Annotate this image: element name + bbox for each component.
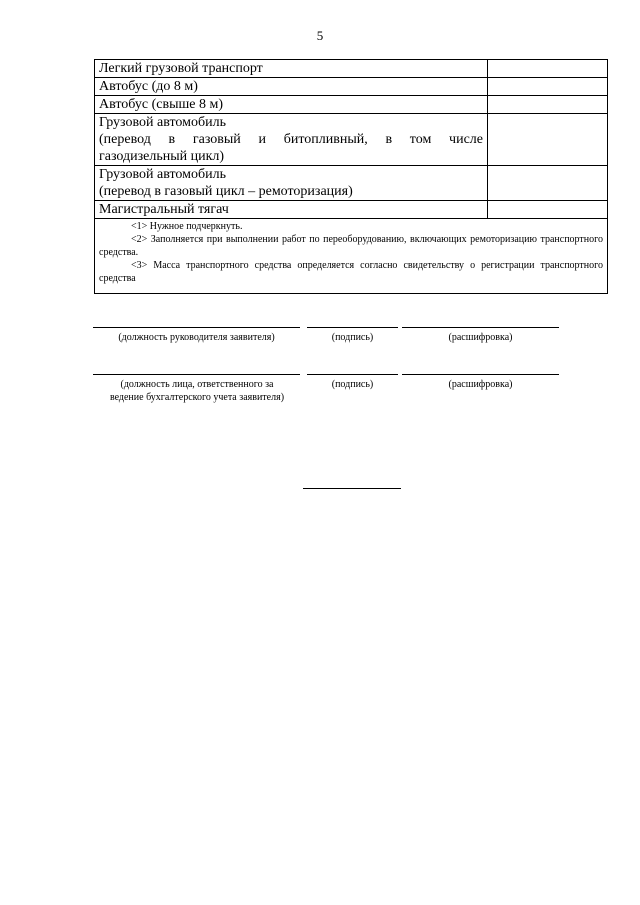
- accountant-signature-caption: (подпись): [331, 379, 374, 390]
- accountant-decoding-line[interactable]: [402, 374, 559, 375]
- footnote: <3> Масса транспортного средства определяется согласно свидетельству о регистрации транспортного средства: [99, 260, 603, 284]
- vehicle-type-table: [94, 59, 608, 219]
- table-cell-label: Магистральный тягач: [95, 201, 488, 219]
- table-cell-value[interactable]: [488, 166, 608, 201]
- table-cell-line: Грузовой автомобиль: [99, 167, 226, 182]
- table-cell-label: [95, 114, 488, 166]
- decoding-signature-line[interactable]: [402, 327, 559, 328]
- table-cell-line: (перевод в газовый цикл – ремоторизация): [99, 184, 353, 199]
- table-cell-label: Автобус (свыше 8 м): [95, 96, 488, 114]
- table-cell-label: [95, 166, 488, 201]
- signature-line[interactable]: [307, 327, 398, 328]
- accountant-signature-line[interactable]: [307, 374, 398, 375]
- accountant-position-line[interactable]: [93, 374, 300, 375]
- accountant-position-caption: (должность лица, ответственного за ведение бухгалтерского учета заявителя): [109, 379, 285, 403]
- table-cell-value[interactable]: [488, 201, 608, 219]
- table-cell-line: (перевод в газовый и битопливный, в том числе: [99, 132, 483, 147]
- footnote: <2> Заполняется при выполнении работ по переоборудованию, включающих ремоторизацию транспортного средства.: [99, 234, 603, 258]
- table-row: [95, 78, 608, 96]
- table-cell-value[interactable]: [488, 114, 608, 166]
- table-cell-label: Автобус (до 8 м): [95, 78, 488, 96]
- decoding-caption: (расшифровка): [448, 332, 513, 343]
- footnote: <1> Нужное подчеркнуть.: [131, 221, 243, 232]
- position-signature-line[interactable]: [93, 327, 300, 328]
- signature-caption: (подпись): [331, 332, 374, 343]
- table-row: [95, 166, 608, 201]
- table-cell-line: газодизельный цикл): [99, 149, 225, 164]
- table-row: [95, 96, 608, 114]
- table-cell-value[interactable]: [488, 78, 608, 96]
- table-cell-value[interactable]: [488, 60, 608, 78]
- table-cell-label: Легкий грузовой транспорт: [95, 60, 488, 78]
- table-row: [95, 60, 608, 78]
- position-caption: (должность руководителя заявителя): [118, 332, 275, 343]
- table-row: [95, 114, 608, 166]
- table-cell-value[interactable]: [488, 96, 608, 114]
- end-of-document-rule: [303, 488, 401, 489]
- table-row: [95, 201, 608, 219]
- accountant-decoding-caption: (расшифровка): [448, 379, 513, 390]
- table-cell-line: Грузовой автомобиль: [99, 115, 226, 130]
- page-number: 5: [316, 28, 324, 43]
- footnotes: [94, 219, 608, 294]
